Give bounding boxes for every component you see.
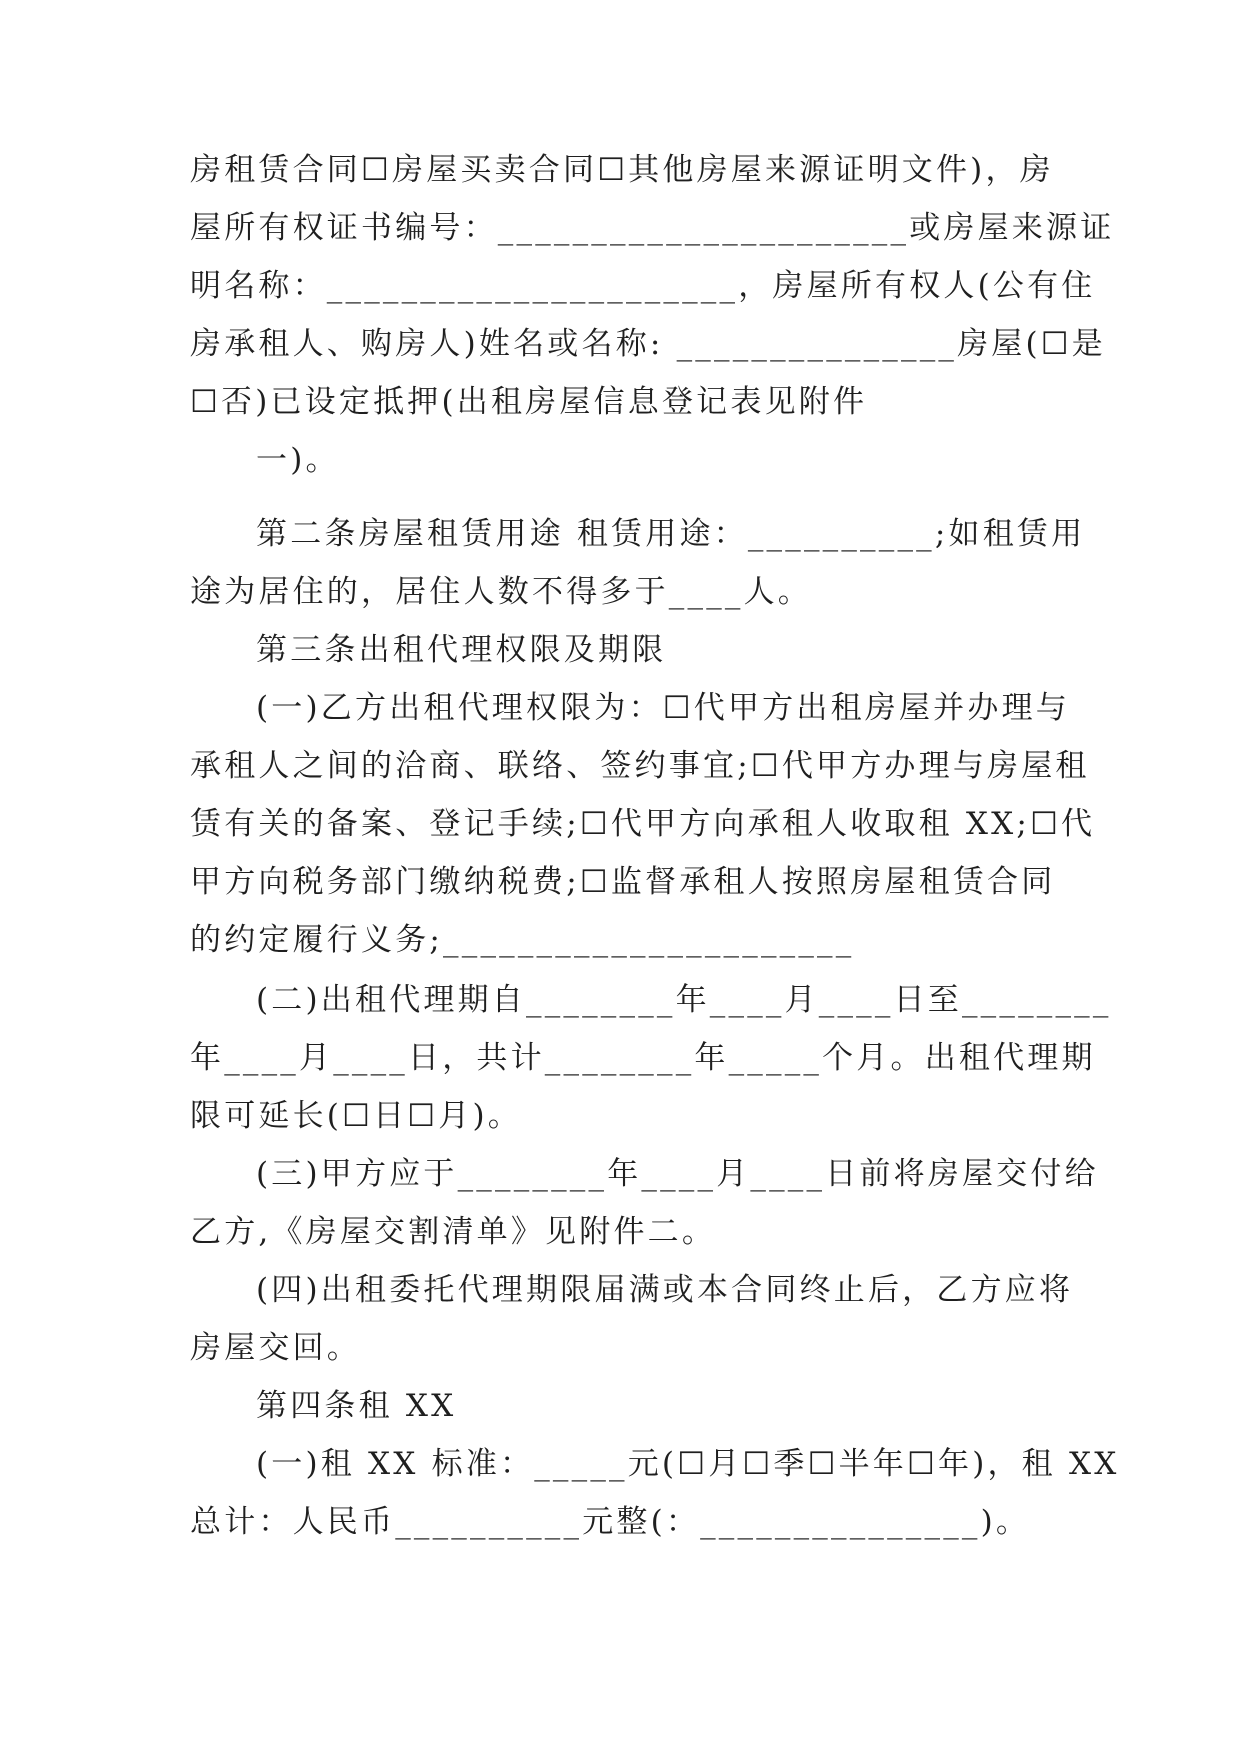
text-line: (一)租 XX 标准：_____元(☐月☐季☐半年☐年)，租 XX	[256, 1446, 1120, 1482]
text-line: (四)出租委托代理期限届满或本合同终止后，乙方应将	[256, 1272, 1074, 1308]
text-line: 赁有关的备案、登记手续;☐代甲方向承租人收取租 XX;☐代	[190, 806, 1096, 842]
text-line: (二)出租代理期自________年____月____日至________	[256, 982, 1112, 1018]
text-line: (三)甲方应于________年____月____日前将房屋交付给	[256, 1156, 1099, 1192]
text-line: 甲方向税务部门缴纳税费;☐监督承租人按照房屋租赁合同	[190, 864, 1056, 900]
text-line: 限可延长(☐日☐月)。	[190, 1098, 522, 1134]
section-heading: 第四条租 XX	[256, 1388, 457, 1424]
text-line: 房屋交回。	[190, 1330, 361, 1366]
text-line: 途为居住的，居住人数不得多于____人。	[190, 574, 812, 610]
text-line: 屋所有权证书编号：______________________或房屋来源证	[190, 210, 1115, 246]
text-line: 的约定履行义务;______________________	[190, 922, 855, 958]
text-line: 承租人之间的洽商、联络、签约事宜;☐代甲方办理与房屋租	[190, 748, 1090, 784]
text-line: 一)。	[256, 442, 340, 478]
text-line: (一)乙方出租代理权限为：☐代甲方出租房屋并办理与	[256, 690, 1070, 726]
text-line: 乙方,《房屋交割清单》见附件二。	[190, 1214, 717, 1250]
section-heading: 第三条出租代理权限及期限	[256, 632, 667, 668]
text-line: 年____月____日，共计________年_____个月。出租代理期	[190, 1040, 1096, 1076]
text-line: 明名称：______________________，房屋所有权人(公有住	[190, 268, 1096, 304]
text-line: 房租赁合同☐房屋买卖合同☐其他房屋来源证明文件)，房	[190, 152, 1054, 188]
section-heading: 第二条房屋租赁用途 租赁用途：__________;如租赁用	[256, 516, 1086, 552]
text-line: 总计：人民币__________元整(：_______________)。	[190, 1504, 1031, 1540]
text-line: 房承租人、购房人)姓名或名称: _______________房屋(☐是	[190, 326, 1106, 362]
text-line: ☐否)已设定抵押(出租房屋信息登记表见附件	[190, 384, 868, 420]
